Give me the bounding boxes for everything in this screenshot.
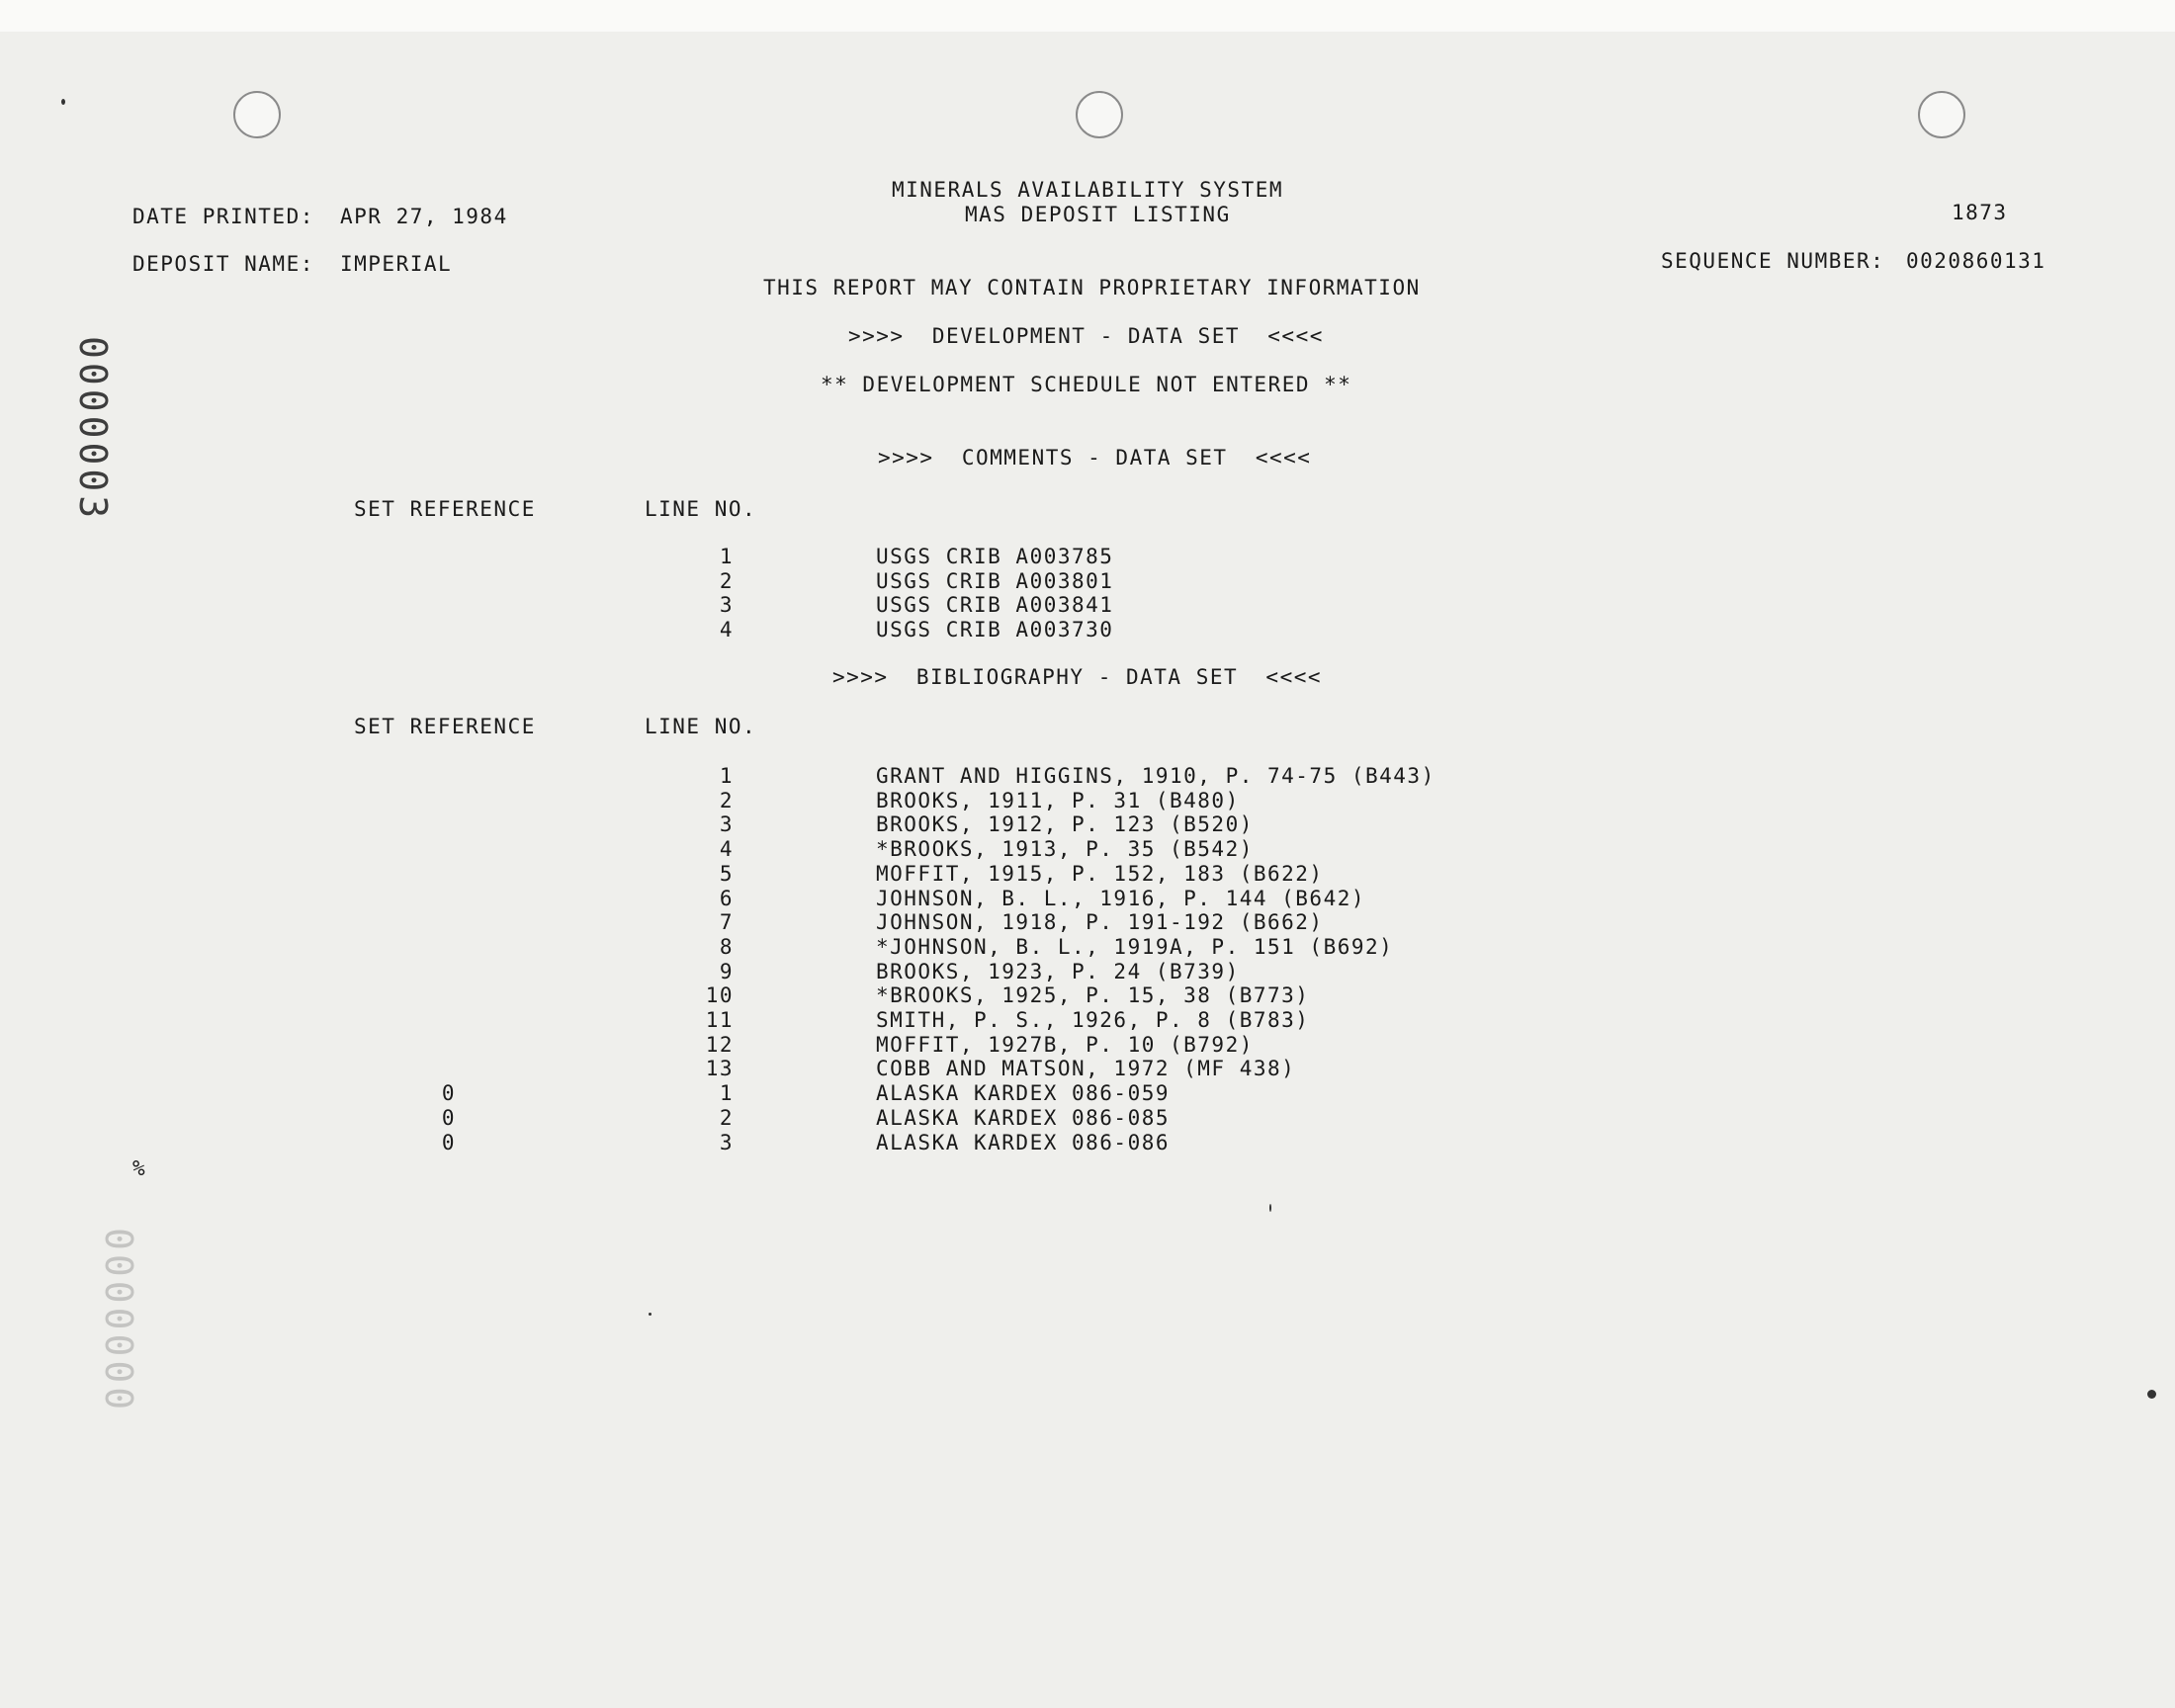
list-item xyxy=(0,1131,2175,1154)
list-item xyxy=(0,545,2175,568)
set-reference-cell: 0 xyxy=(441,1130,457,1154)
entry-text: *BROOKS, 1913, P. 35 (B542) xyxy=(876,837,1254,862)
bibliography-heading: >>>> BIBLIOGRAPHY - DATA SET <<<< xyxy=(832,665,1323,689)
entry-text: GRANT AND HIGGINS, 1910, P. 74-75 (B443) xyxy=(876,764,1436,788)
list-item xyxy=(0,837,2175,861)
bibliography-col-set-reference: SET REFERENCE xyxy=(354,715,536,738)
line-number-cell: 6 xyxy=(719,886,734,910)
list-item xyxy=(0,1008,2175,1032)
entry-text: USGS CRIB A003785 xyxy=(876,545,1114,568)
list-item xyxy=(0,1033,2175,1057)
line-number-cell: 1 xyxy=(719,545,734,568)
list-item xyxy=(0,593,2175,617)
development-notice: ** DEVELOPMENT SCHEDULE NOT ENTERED ** xyxy=(821,373,1352,396)
list-item xyxy=(0,960,2175,983)
date-printed-label: DATE PRINTED: xyxy=(132,205,314,228)
scan-top-border xyxy=(0,0,2175,33)
punch-hole-center xyxy=(1076,91,1123,138)
entry-text: BROOKS, 1923, P. 24 (B739) xyxy=(876,959,1240,983)
list-item xyxy=(0,764,2175,788)
sequence-number-value: 0020860131 xyxy=(1906,249,2046,273)
entry-text: MOFFIT, 1927B, P. 10 (B792) xyxy=(876,1032,1254,1057)
line-number-cell: 4 xyxy=(719,837,734,862)
line-number-cell: 3 xyxy=(719,593,734,618)
list-item xyxy=(0,569,2175,593)
line-number-cell: 2 xyxy=(719,788,734,812)
list-item xyxy=(0,935,2175,959)
page-number: 1873 xyxy=(1952,201,2008,224)
line-number-cell: 2 xyxy=(719,568,734,593)
list-item xyxy=(0,1081,2175,1105)
scan-speck xyxy=(61,99,65,105)
line-number-cell: 7 xyxy=(719,910,734,935)
entry-text: *JOHNSON, B. L., 1919A, P. 151 (B692) xyxy=(876,934,1394,959)
sequence-number-label: SEQUENCE NUMBER: xyxy=(1661,249,1885,273)
line-number-cell: 2 xyxy=(719,1105,734,1130)
punch-hole-left xyxy=(233,91,281,138)
set-reference-cell: 0 xyxy=(441,1081,457,1106)
comments-heading: >>>> COMMENTS - DATA SET <<<< xyxy=(878,446,1312,470)
line-number-cell: 1 xyxy=(719,1081,734,1106)
end-of-report-mark: % xyxy=(132,1156,147,1180)
line-number-cell: 13 xyxy=(705,1057,734,1081)
line-number-cell: 12 xyxy=(705,1032,734,1057)
proprietary-notice: THIS REPORT MAY CONTAIN PROPRIETARY INFORMATION xyxy=(763,276,1421,299)
list-item xyxy=(0,983,2175,1007)
entry-text: JOHNSON, 1918, P. 191-192 (B662) xyxy=(876,910,1324,935)
line-number-cell: 9 xyxy=(719,959,734,983)
line-number-cell: 1 xyxy=(719,764,734,788)
scan-speck xyxy=(649,1313,652,1316)
date-printed-value: APR 27, 1984 xyxy=(340,205,508,228)
listing-title: MAS DEPOSIT LISTING xyxy=(965,203,1231,226)
frame-number-stamp: 0000003 xyxy=(71,336,115,523)
entry-text: BROOKS, 1912, P. 123 (B520) xyxy=(876,812,1254,837)
deposit-name-value: IMPERIAL xyxy=(340,252,453,276)
entry-text: COBB AND MATSON, 1972 (MF 438) xyxy=(876,1057,1296,1081)
system-title: MINERALS AVAILABILITY SYSTEM xyxy=(892,178,1284,202)
development-heading: >>>> DEVELOPMENT - DATA SET <<<< xyxy=(848,324,1324,348)
entry-text: SMITH, P. S., 1926, P. 8 (B783) xyxy=(876,1008,1310,1032)
line-number-cell: 4 xyxy=(719,617,734,641)
comments-col-set-reference: SET REFERENCE xyxy=(354,497,536,521)
list-item xyxy=(0,1106,2175,1130)
list-item xyxy=(0,812,2175,836)
entry-text: USGS CRIB A003730 xyxy=(876,617,1114,641)
list-item xyxy=(0,862,2175,886)
entry-text: USGS CRIB A003801 xyxy=(876,568,1114,593)
line-number-cell: 5 xyxy=(719,861,734,886)
entry-text: USGS CRIB A003841 xyxy=(876,593,1114,618)
list-item xyxy=(0,1057,2175,1080)
faint-frame-stamp: 0000000 xyxy=(97,1228,140,1414)
line-number-cell: 3 xyxy=(719,812,734,837)
line-number-cell: 11 xyxy=(705,1008,734,1032)
entry-text: JOHNSON, B. L., 1916, P. 144 (B642) xyxy=(876,886,1366,910)
deposit-name-label: DEPOSIT NAME: xyxy=(132,252,314,276)
entry-text: ALASKA KARDEX 086-059 xyxy=(876,1081,1171,1106)
entry-text: ALASKA KARDEX 086-086 xyxy=(876,1130,1171,1154)
comments-col-line-no: LINE NO. xyxy=(645,497,757,521)
list-item xyxy=(0,910,2175,934)
list-item xyxy=(0,887,2175,910)
set-reference-cell: 0 xyxy=(441,1105,457,1130)
punch-hole-right xyxy=(1918,91,1965,138)
entry-text: MOFFIT, 1915, P. 152, 183 (B622) xyxy=(876,861,1324,886)
entry-text: ALASKA KARDEX 086-085 xyxy=(876,1105,1171,1130)
line-number-cell: 10 xyxy=(705,983,734,1008)
entry-text: BROOKS, 1911, P. 31 (B480) xyxy=(876,788,1240,812)
list-item xyxy=(0,618,2175,641)
scan-speck xyxy=(2147,1390,2156,1399)
bibliography-col-line-no: LINE NO. xyxy=(645,715,757,738)
line-number-cell: 3 xyxy=(719,1130,734,1154)
line-number-cell: 8 xyxy=(719,934,734,959)
entry-text: *BROOKS, 1925, P. 15, 38 (B773) xyxy=(876,983,1310,1008)
scan-speck xyxy=(1269,1204,1271,1212)
list-item xyxy=(0,789,2175,812)
